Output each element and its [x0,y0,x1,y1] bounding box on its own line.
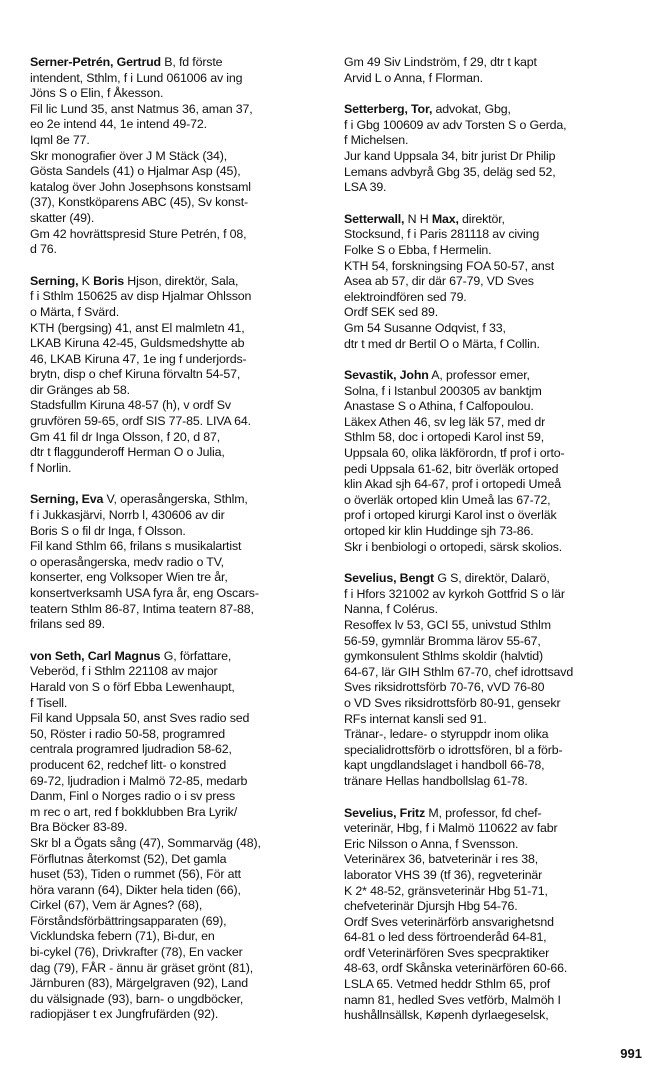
entry-text: tränare Hellas handbollslag 61-78. [344,773,528,788]
entry-line [30,774,330,790]
entry-text: klin Akad sjh 64-67, prof i ortopedi Umeå [344,477,562,492]
entry-text: dtr t med dr Bertil O o Märta, f Collin. [344,336,540,351]
entry-line [30,649,330,665]
entry-text: N H [404,211,432,226]
entry-line [344,884,646,900]
entry-text: specialidrottsförb o idrottsfören, bl a förb- [344,742,563,757]
entry-text: 64-67, lär GIH Sthlm 67-70, chef idrottsavd [344,664,574,679]
entry-text: Bra Böcker 83-89. [30,820,128,835]
entry-text: LSA 39. [344,180,387,195]
entry-text: laborator VHS 39 (tf 36), regveterinär [344,867,543,882]
entry-line [30,1007,330,1023]
entry-line [30,711,330,727]
entry-text: centrala programred ljudradion 58-62, [30,742,232,757]
entry-line [30,71,330,87]
entry-line [30,961,330,977]
entry-text: o Märta, f Svärd. [30,304,120,319]
entry-text: 46, LKAB Kiruna 47, 1e ing f underjords- [30,351,247,366]
entry-line [344,868,646,884]
entry-text: Läkex Athen 46, sv leg läk 57, med dr [344,414,546,429]
entry-line [344,212,646,228]
entry-line [344,446,646,462]
entry-line [30,586,330,602]
entry-line [30,133,330,149]
entry-line [344,758,646,774]
entry-text: Veberöd, f i Sthlm 221108 av major [30,664,218,679]
entry-line [30,180,330,196]
entry-line [30,149,330,165]
entry-text: Ordf SEK sed 89. [344,305,439,320]
right-entry [344,571,646,789]
entry-line [30,664,330,680]
entry-text: Skr monografier över J M Stäck (34), [30,148,228,163]
entry-text: Iqml 8e 77. [30,132,90,147]
entry-text: f Tisell. [30,695,68,710]
entry-text: Danm, Finl o Norges radio o i sv press [30,789,236,804]
entry-text: f i Gbg 100609 av adv Torsten S o Gerda, [344,117,567,132]
entry-line [344,477,646,493]
right-entry [344,806,646,1024]
entry-line [344,837,646,853]
entry-text: Gm 54 Susanne Odqvist, f 33, [344,320,506,335]
entry-text: Vicklundska febern (71), Bi-dur, en [30,929,215,944]
entry-line [344,680,646,696]
entry-text: LSLA 65. Vetmed heddr Sthlm 65, prof [344,977,551,992]
entry-line [30,742,330,758]
entry-name: Serning, Eva [30,492,104,507]
entry-line [344,821,646,837]
entry-text: o VD Sves riksidrottsförb 80-91, gensekr [344,695,561,710]
entry-line [30,836,330,852]
entry-line [30,398,330,414]
entry-text: dir Gränges ab 58. [30,382,130,397]
entry-text: Uppsala 60, olika läkförordn, tf prof i orto- [344,446,565,461]
entry-line [30,492,330,508]
entry-line [344,118,646,134]
entry-text: Ordf Sves veterinärförb ansvarighetsnd [344,914,554,929]
entry-text: Stocksund, f i Paris 281118 av civing [344,227,540,242]
entry-line [30,696,330,712]
entry-line [344,259,646,275]
entry-text: Anastase S o Athina, f Calfopoulou. [344,399,534,414]
entry-line [344,71,646,87]
entry-name: Sevelius, Fritz [344,805,426,820]
entry-line [344,774,646,790]
entry-line [30,539,330,555]
entry-name: Serner-Petrén, Gertrud [30,55,161,69]
entry-text: skatter (49). [30,210,95,225]
entry-line [30,680,330,696]
right-entry [344,55,646,86]
entry-line [344,649,646,665]
right-entry [344,102,646,196]
entry-line [344,587,646,603]
entry-text: Fil kand Uppsala 50, anst Sves radio sed [30,711,250,726]
entry-line [344,571,646,587]
entry-text: M, professor, fd chef- [425,805,542,820]
entry-text: dtr t flaggunderoff Herman O o Julia, [30,445,225,460]
entry-line [344,915,646,931]
left-entry [30,55,330,258]
entry-text: Harald von S o förf Ebba Lewenhaupt, [30,679,235,694]
entry-line [30,242,330,258]
entry-line [30,321,330,337]
entry-line [344,993,646,1009]
entry-text: f Michelsen. [344,133,409,148]
entry-text: G S, direktör, Dalarö, [434,571,550,586]
entry-text: radiopjäser t ex Jungfrufärden (92). [30,1007,219,1022]
entry-text: Lemans advbyrå Gbg 35, deläg sed 52, [344,164,556,179]
entry-line [30,570,330,586]
entry-text: Cirkel (67), Vem är Agnes? (68), [30,898,203,913]
entry-text: advokat, Gbg, [432,102,511,117]
entry-text: kapt ungdlandslaget i handboll 66-78, [344,758,545,773]
entry-line [344,508,646,524]
entry-line [344,243,646,259]
entry-text: veterinär, Hbg, f i Malmö 110622 av fabr [344,821,558,836]
page-number: 991 [620,1046,642,1061]
entry-text: ordf Veterinärfören Sves specpraktiker [344,945,550,960]
right-entry [344,212,646,352]
entry-text: LKAB Kiruna 42-45, Guldsmedshytte ab [30,336,245,351]
entry-text: Skr i benbiologi o ortopedi, särsk skolios. [344,539,563,554]
entry-text: Sthlm 58, doc i ortopedi Karol inst 59, [344,430,545,445]
entry-line [30,445,330,461]
entry-line [344,430,646,446]
entry-line [344,946,646,962]
entry-text: Folke S o Ebba, f Hermelin. [344,242,492,257]
entry-text: Gm 49 Siv Lindström, f 29, dtr t kapt [344,55,537,69]
entry-line [30,789,330,805]
entry-text: f i Sthlm 150625 av disp Hjalmar Ohlsson [30,289,252,304]
entry-text: höra varann (64), Dikter hela tiden (66), [30,882,241,897]
entry-text: f i Hfors 321002 av kyrkoh Gottfrid S o lär [344,586,565,601]
right-column [344,55,646,1040]
entry-text: G, författare, [160,648,232,663]
entry-line [30,383,330,399]
entry-line [344,899,646,915]
entry-text: Boris S o fil dr Inga, f Olsson. [30,523,186,538]
entry-line [30,352,330,368]
entry-line [30,305,330,321]
entry-text: intendent, Sthlm, f i Lund 061006 av ing [30,70,243,85]
entry-line [30,289,330,305]
entry-line [344,806,646,822]
entry-line [344,540,646,556]
entry-line [344,102,646,118]
entry-text: namn 81, hedled Sves vetförb, Malmöh I [344,992,561,1007]
entry-text: pedi Uppsala 61-62, bitr överläk ortoped [344,461,559,476]
entry-line [30,758,330,774]
entry-line [30,820,330,836]
right-entry [344,368,646,555]
entry-text: Skr bl a Ögats sång (47), Sommarväg (48), [30,835,261,850]
entry-line [344,274,646,290]
entry-text: Hjson, direktör, Sala, [124,273,239,288]
entry-line [344,1008,646,1024]
entry-line [344,462,646,478]
entry-line [344,977,646,993]
entry-text: Förståndsförbättringsapparaten (69), [30,913,227,928]
entry-line [344,415,646,431]
entry-text: o operasångerska, medv radio o TV, [30,554,224,569]
entry-line [30,336,330,352]
entry-line [30,945,330,961]
left-entry [30,492,330,632]
entry-line [344,493,646,509]
entry-line [30,508,330,524]
entry-line [30,555,330,571]
entry-text: Arvid L o Anna, f Florman. [344,70,483,85]
entry-text: gymkonsulent Sthlms skoldir (halvtid) [344,649,543,664]
entry-text: hushållnsällsk, Køpenh dyrlaegeselsk, [344,1008,549,1023]
entry-text: K [78,273,94,288]
entry-line [344,524,646,540]
entry-line [344,665,646,681]
entry-line [344,368,646,384]
entry-line [30,102,330,118]
entry-line [30,867,330,883]
entry-line [30,914,330,930]
entry-line [344,727,646,743]
entry-line [344,290,646,306]
entry-text: Resoffex lv 53, GCI 55, univstud Sthlm [344,618,551,632]
entry-line [344,634,646,650]
entry-line [30,430,330,446]
entry-line [344,384,646,400]
entry-text: Sves riksidrottsförb 70-76, vVD 76-80 [344,680,545,695]
entry-line [344,305,646,321]
entry-line [30,727,330,743]
entry-line [344,852,646,868]
entry-text: chefveterinär Djursjh Hbg 54-76. [344,899,518,914]
left-entry [30,649,330,1023]
entry-text: katalog över John Josephsons konstsaml [30,179,251,194]
entry-text: 69-72, ljudradion i Malmö 72-85, medarb [30,773,248,788]
entry-line [344,337,646,353]
entry-line [30,617,330,633]
entry-text: A, professor emer, [428,368,530,383]
entry-text: Jöns S o Elin, f Åkesson. [30,86,164,101]
entry-line [344,743,646,759]
entry-line [30,602,330,618]
entry-line [344,712,646,728]
entry-text: RFs internat kansli sed 91. [344,711,487,726]
entry-text: m rec o art, red f bokklubben Bra Lyrik/ [30,804,238,819]
entry-line [30,852,330,868]
entry-line [30,55,330,71]
entry-text: bi-cykel (76), Drivkrafter (78), En vacker [30,945,243,960]
entry-line [30,164,330,180]
entry-line [30,805,330,821]
entry-text: Tränar-, ledare- o styruppdr inom olika [344,727,549,742]
entry-text: 56-59, gymnlär Bromma lärov 55-67, [344,633,541,648]
entry-text: konsertverksamh USA fyra år, eng Oscars- [30,586,259,600]
entry-text: B, fd förste [160,55,223,69]
entry-line [344,55,646,71]
entry-line [344,602,646,618]
entry-line [344,227,646,243]
entry-text: KTH (bergsing) 41, anst El malmletn 41, [30,320,245,335]
entry-text: eo 2e intend 44, 1e intend 49-72. [30,117,207,132]
entry-line [30,414,330,430]
entry-line [344,133,646,149]
entry-text: huset (53), Tiden o rummet (56), För att [30,867,241,882]
entry-line [344,618,646,634]
entry-line [30,524,330,540]
entry-line [30,117,330,133]
entry-text: Asea ab 57, dir där 67-79, VD Sves [344,274,534,289]
entry-line [30,211,330,227]
left-column [30,55,330,1039]
entry-text: Stadsfullm Kiruna 48-57 (h), v ordf Sv [30,398,231,413]
entry-text: direktör, [458,211,505,226]
entry-name: Setterberg, Tor, [344,102,433,117]
entry-text: producent 62, redchef litt- o konstred [30,757,227,772]
entry-text: 64-81 o led dess förtroenderåd 64-81, [344,930,547,945]
entry-line [344,930,646,946]
entry-name: Sevastik, John [344,368,429,383]
entry-line [30,227,330,243]
entry-line [30,992,330,1008]
entry-text: du välsignade (93), barn- o ungdböcker, [30,991,244,1006]
entry-text: Gm 41 fil dr Inga Olsson, f 20, d 87, [30,429,221,444]
entry-text: 48-63, ordf Skånska veterinärfören 60-66. [344,961,568,976]
entry-line [344,165,646,181]
entry-text: gruvfören 59-65, ordf SIS 77-85. LIVA 64. [30,414,251,429]
entry-name: Serning, [30,273,79,288]
entry-text: o överläk ortoped klin Umeå las 67-72, [344,492,551,507]
entry-text: V, operasångerska, Sthlm, [103,492,248,507]
entry-name: Boris [93,273,125,288]
entry-text: brytn, disp o chef Kiruna förvaltn 54-57, [30,367,241,382]
entry-line [344,399,646,415]
entry-text: Fil kand Sthlm 66, frilans s musikalartist [30,539,242,554]
entry-text: konserter, eng Volksoper Wien tre år, [30,570,228,585]
entry-text: 50, Röster i radio 50-58, programred [30,726,226,741]
entry-text: f Norlin. [30,460,72,475]
entry-text: Järnburen (83), Märgelgraven (92), Land [30,976,248,991]
entry-text: Gösta Sandels (41) o Hjalmar Asp (45), [30,164,241,179]
entry-line [344,149,646,165]
entry-text: prof i ortoped kirurgi Karol inst o överläk [344,508,557,523]
entry-text: d 76. [30,242,57,257]
entry-text: dag (79), FÅR - ännu är gräset grönt (81), [30,960,254,975]
entry-line [344,321,646,337]
entry-text: KTH 54, forskningsing FOA 50-57, anst [344,258,555,273]
entry-name: von Seth, Carl Magnus [30,648,161,663]
entry-line [30,898,330,914]
entry-text: Jur kand Uppsala 34, bitr jurist Dr Philip [344,148,556,163]
entry-text: f i Jukkasjärvi, Norrb l, 430606 av dir [30,508,225,523]
entry-line [30,274,330,290]
entry-line [30,976,330,992]
entry-text: Eric Nilsson o Anna, f Svensson. [344,836,519,851]
left-entry [30,274,330,477]
entry-line [30,461,330,477]
entry-text: (37), Konstköparens ABC (45), Sv konst- [30,195,248,210]
entry-text: Fil lic Lund 35, anst Natmus 36, aman 37, [30,101,253,116]
entry-text: K 2* 48-52, gränsveterinär Hbg 51-71, [344,883,548,898]
entry-name: Sevelius, Bengt [344,571,435,586]
entry-text: Nanna, f Colérus. [344,602,438,617]
entry-line [344,180,646,196]
entry-text: frilans sed 89. [30,617,105,632]
entry-text: Förflutnas återkomst (52), Det gamla [30,851,227,866]
entry-text: ortoped kir klin Huddinge sjh 73-86. [344,524,534,539]
entry-name: Max, [431,211,459,226]
entry-text: Solna, f i Istanbul 200305 av banktjm [344,383,542,398]
entry-line [30,195,330,211]
entry-text: teatern Sthlm 86-87, Intima teatern 87-88, [30,601,254,616]
entry-line [30,86,330,102]
entry-text: elektroindfören sed 79. [344,289,467,304]
entry-line [30,367,330,383]
entry-text: Gm 42 hovrättspresid Sture Petrén, f 08, [30,226,247,241]
entry-line [344,696,646,712]
entry-name: Setterwall, [344,211,405,226]
entry-text: Veterinärex 36, batveterinär i res 38, [344,852,539,867]
entry-line [344,961,646,977]
entry-line [30,883,330,899]
entry-line [30,929,330,945]
